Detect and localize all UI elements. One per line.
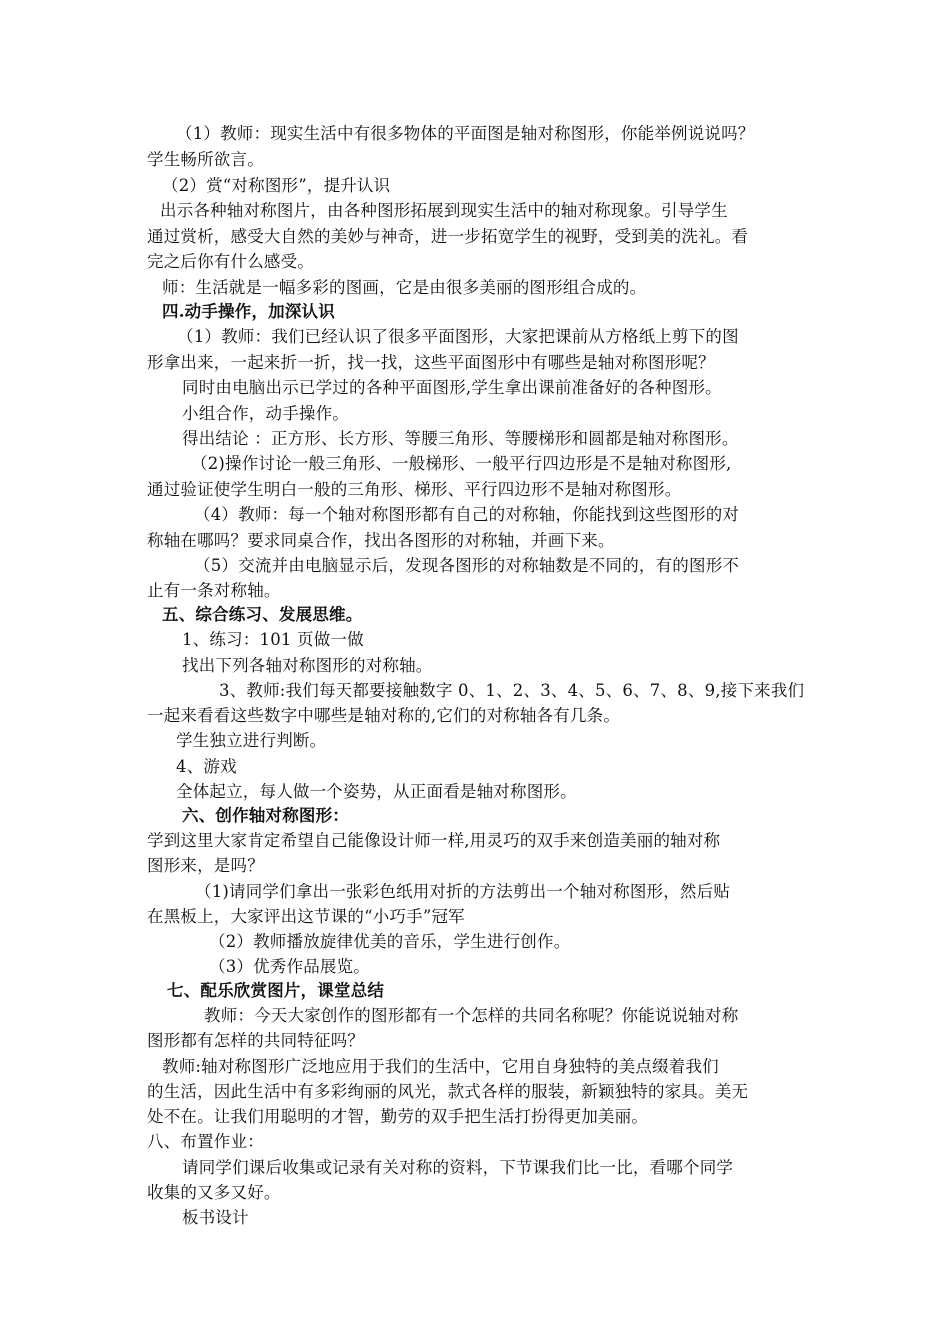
text-line: （5）交流并由电脑显示后，发现各图形的对称轴数是不同的，有的图形不 <box>194 556 740 575</box>
text-line: 全体起立，每人做一个姿势，从正面看是轴对称图形。 <box>176 782 577 801</box>
text-line: 在黑板上，大家评出这节课的“小巧手”冠军 <box>147 907 465 926</box>
text-line: 图形都有怎样的共同特征吗？ <box>147 1031 365 1050</box>
text-line: 完之后你有什么感受。 <box>147 252 314 271</box>
text-line: 请同学们课后收集或记录有关对称的资料，下节课我们比一比，看哪个同学 <box>182 1158 734 1177</box>
text-line: 通过赏析，感受大自然的美妙与神奇，进一步拓宽学生的视野，受到美的洗礼。看 <box>147 227 749 246</box>
text-line: 同时由电脑出示已学过的各种平面图形,学生拿出课前准备好的各种图形。 <box>182 378 722 397</box>
text-line: 学生畅所欲言。 <box>147 150 264 169</box>
text-line: 学到这里大家肯定希望自己能像设计师一样,用灵巧的双手来创造美丽的轴对称 <box>147 831 721 850</box>
text-line: （2）赏“对称图形”，提升认识 <box>162 176 391 195</box>
section-heading: 八、布置作业： <box>147 1132 264 1151</box>
text-line: 图形来，是吗？ <box>147 856 264 875</box>
text-line: 小组合作，动手操作。 <box>182 404 349 423</box>
text-line: （1）教师：现实生活中有很多物体的平面图是轴对称图形，你能举例说说吗？ <box>176 124 755 143</box>
text-line: 4、游戏 <box>176 757 237 776</box>
text-line: 处不在。让我们用聪明的才智，勤劳的双手把生活打扮得更加美丽。 <box>147 1107 648 1126</box>
section-heading: 五、综合练习、发展思维。 <box>162 605 363 624</box>
text-line: （3）优秀作品展览。 <box>209 957 370 976</box>
text-line: （1)请同学们拿出一张彩色纸用对折的方法剪出一个轴对称图形，然后贴 <box>195 882 731 901</box>
section-heading: 六、创作轴对称图形： <box>182 806 349 825</box>
section-heading: 四.动手操作，加深认识 <box>162 302 335 321</box>
text-line: 止有一条对称轴。 <box>147 581 281 600</box>
text-line: （2）教师播放旋律优美的音乐，学生进行创作。 <box>209 932 571 951</box>
text-line: 师：生活就是一幅多彩的图画，它是由很多美丽的图形组合成的。 <box>162 278 647 297</box>
text-line: 教师：今天大家创作的图形都有一个怎样的共同名称呢？你能说说轴对称 <box>204 1006 739 1025</box>
text-line: （1）教师：我们已经认识了很多平面图形，大家把课前从方格纸上剪下的图 <box>177 327 739 346</box>
text-line: 学生独立进行判断。 <box>176 731 327 750</box>
text-line: 一起来看看这些数字中哪些是轴对称的,它们的对称轴各有几条。 <box>147 706 621 725</box>
text-line: 1、练习：101 页做一做 <box>182 630 364 649</box>
text-line: 教师:轴对称图形广泛地应用于我们的生活中，它用自身独特的美点缀着我们 <box>162 1057 719 1076</box>
section-heading: 七、配乐欣赏图片，课堂总结 <box>167 981 385 1000</box>
text-line: 板书设计 <box>182 1208 249 1227</box>
text-line: 3、教师:我们每天都要接触数字 0、1、2、3、4、5、6、7、8、9,接下来我们 <box>219 681 805 700</box>
text-line: 得出结论 ：正方形、长方形、等腰三角形、等腰梯形和圆都是轴对称图形。 <box>182 429 739 448</box>
text-line: 称轴在哪吗？要求同桌合作，找出各图形的对称轴，并画下来。 <box>147 531 615 550</box>
text-line: 收集的又多又好。 <box>147 1183 281 1202</box>
text-line: 出示各种轴对称图片，由各种图形拓展到现实生活中的轴对称现象。引导学生 <box>160 201 728 220</box>
text-line: 通过验证使学生明白一般的三角形、梯形、平行四边形不是轴对称图形。 <box>147 480 682 499</box>
text-line: （2)操作讨论一般三角形、一般梯形、一般平行四边形是不是轴对称图形, <box>191 454 732 473</box>
text-line: 的生活，因此生活中有多彩绚丽的风光，款式各样的服装，新颖独特的家具。美无 <box>147 1082 749 1101</box>
text-line: （4）教师：每一个轴对称图形都有自己的对称轴，你能找到这些图形的对 <box>194 505 740 524</box>
text-line: 找出下列各轴对称图形的对称轴。 <box>182 656 433 675</box>
text-line: 形拿出来，一起来折一折，找一找，这些平面图形中有哪些是轴对称图形呢？ <box>147 353 715 372</box>
